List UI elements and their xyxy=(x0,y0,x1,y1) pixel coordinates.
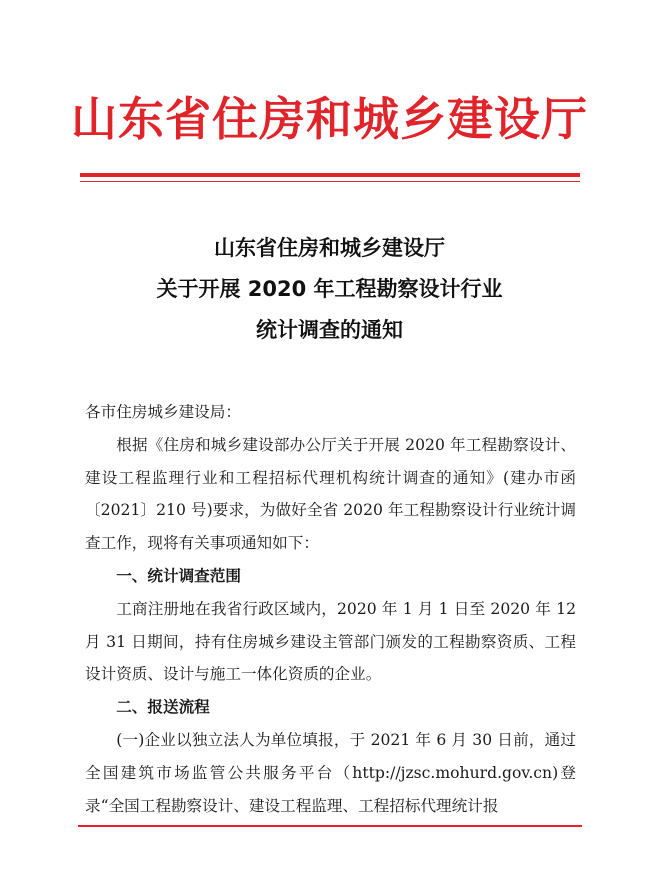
masthead-org-name: 山东省住房和城乡建设厅 xyxy=(71,92,588,146)
title-line-1: 山东省住房和城乡建设厅 xyxy=(214,236,445,260)
section-2-text: (一)企业以独立法人为单位填报，于 2021 年 6 月 30 日前，通过全国建筑市场监管公共服务平台（http://jzsc.mohurd.gov.cn)登录“全国工程勘察设计、建设工程监理、工程招标代理统计报 xyxy=(85,730,576,815)
masthead-red-rule-thin xyxy=(80,181,580,182)
section-1-heading: 一、统计调查范围 xyxy=(116,566,241,585)
document-title xyxy=(0,228,659,351)
footer-red-rule xyxy=(78,825,582,827)
section-1-text: 工商注册地在我省行政区域内，2020 年 1 月 1 日至 2020 年 12 月 31 日期间，持有住房城乡建设主管部门颁发的工程勘察资质、工程设计资质、设计与施工一体化资质的企业。 xyxy=(85,599,576,684)
salutation: 各市住房城乡建设局： xyxy=(85,403,241,421)
document-body xyxy=(85,396,576,822)
masthead-red-rule-thick xyxy=(80,173,580,177)
section-2-heading: 二、报送流程 xyxy=(116,698,210,717)
title-line-3: 统计调查的通知 xyxy=(256,318,403,342)
intro-paragraph: 根据《住房和城乡建设部办公厅关于开展 2020 年工程勘察设计、建设工程监理行业和工程招标代理机构统计调查的通知》(建办市函〔2021〕210 号)要求，为做好全省 2020 年工程勘察设计行业统计调查工作，现将有关事项通知如下： xyxy=(85,435,576,553)
title-line-2: 关于开展 2020 年工程勘察设计行业 xyxy=(156,277,503,301)
